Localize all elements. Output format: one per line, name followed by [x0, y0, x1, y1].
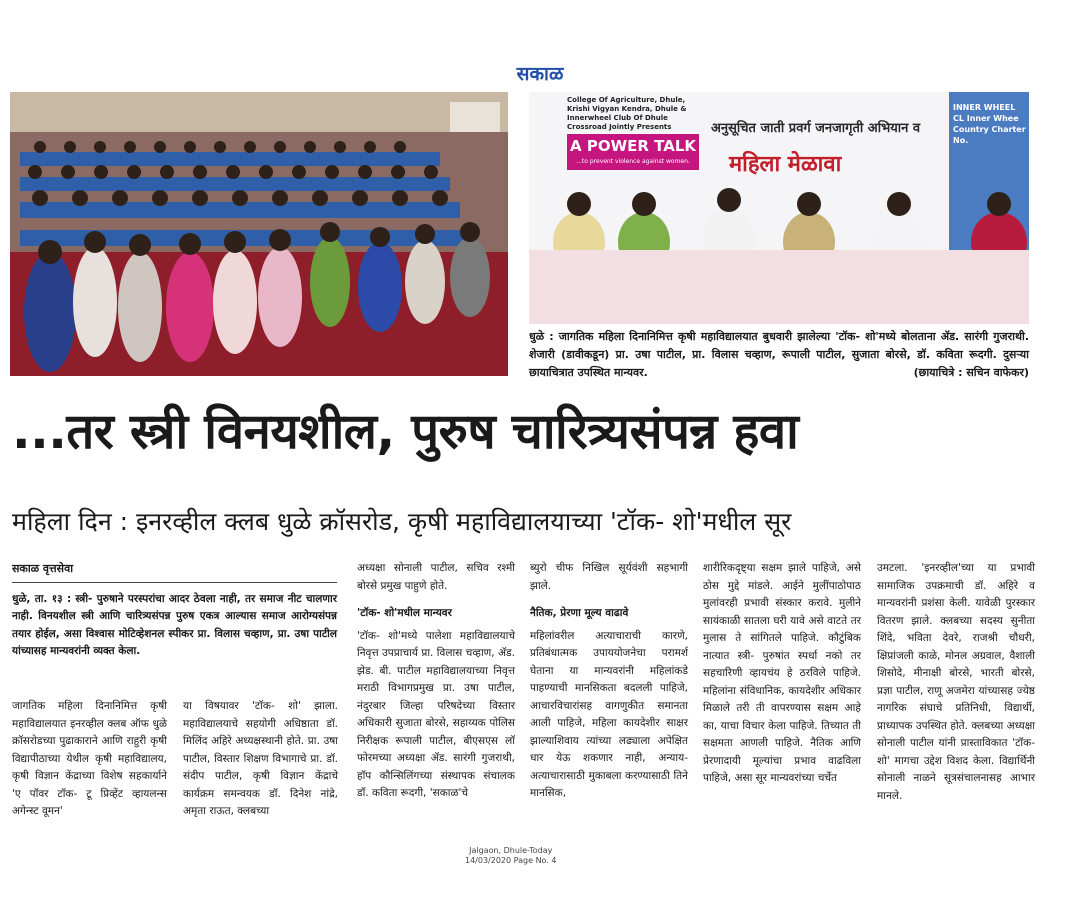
article-column-1 — [12, 560, 337, 675]
paragraph: महिलांवरील अत्याचाराची कारणे, प्रतिबंधात्मक उपाययोजनेचा परामर्श घेताना या मान्यवरांनी महिलांकडे पाहण्याची मानसिकता बदलली पाहिजे, आचारविचारांसह वागणुकीत समानता आली पाहिजे, महिला कायदेशीर साक्षर झाल्याशिवाय त्यांच्या लढ्याला अपेक्षित धार येऊ शकणार नाही, अन्याय- अत्याचारासाठी मुकाबला करण्यासाठी तिने मानसिक, — [530, 629, 688, 799]
power-talk-banner — [567, 134, 699, 170]
section-heading: नैतिक, प्रेरणा मूल्य वाढावे — [530, 607, 629, 619]
lead-paragraph: धुळे, ता. १३ : स्त्री- पुरुषाने परस्परांचा आदर ठेवला नाही, तर समाज नीट चालणार नाही. विनयशील स्त्री आणि चारित्र्यसंपन्न पुरुष एकत्र आल्यास समाज आरोग्यसंपन्न तयार होईल, असा विश्वास मोटिव्हेशनल स्पीकर प्रा. विलास चव्हाण, प्रा. उषा पाटील यांच्यासह मान्यवरांनी व्यक्त केला. — [12, 592, 337, 657]
article-column-1b — [12, 698, 167, 826]
paragraph: उमटला. 'इनरव्हील'च्या या प्रभावी सामाजिक उपक्रमाची डॉ. अहिरे व मान्यवरांनी प्रशंसा केली. यावेळी पुरस्कार वितरण झाले. क्लबच्या सदस्य सुनीता शिंदे, भविता देवरे, राजश्री चौधरी, क्षिप्रांजली काळे, मोनल अग्रवाल, वैशाली शिसोदे, मीनाक्षी बोरसे, भारती बोरसे, प्रज्ञा पाटील, राणू अजमेरा यांच्यासह ज्येष्ठ नागरिक संघाचे प्रतिनिधी, विद्यार्थी, प्राध्यापक उपस्थित होते. क्लबच्या अध्यक्षा सोनाली पाटील यांनी प्रास्ताविकात 'टॉक- शो' मागचा उद्देश विशद केला. विद्यार्थिनी सोनाली नाळने सूत्रसंचालनासह आभार मानले. — [877, 562, 1035, 802]
banner-title-line1: अनुसूचित जाती प्रवर्ग जनजागृती अभियान व — [711, 121, 921, 136]
paragraph: 'टॉक- शो'मध्ये पालेशा महाविद्यालयाचे निवृत्त उपप्राचार्य प्रा. विलास चव्हाण, ॲड. झेड. बी. पाटील महाविद्यालयाच्या निवृत्त मराठी विभागप्रमुख प्रा. उषा पाटील, नंदुरबार जिल्हा परिषदेच्या विस्तार अधिकारी सुजाता बोरसे, सहाय्यक पोलिस निरीक्षक रूपाली पाटील, बीएसएस लॉ फोरमच्या अध्यक्षा ॲड. सारंगी गुजराथी, हॉप कौन्सिलिंगच्या संस्थापक संचालक डॉ. कविता रूदगी, 'सकाळ'चे — [357, 629, 515, 799]
footer-date-page: 14/03/2020 Page No. 4 — [465, 856, 557, 865]
paragraph: अध्यक्षा सोनाली पाटील, सचिव रश्मी बोरसे प्रमुख पाहुणे होते. — [357, 562, 515, 592]
banner-title-line2: महिला मेळावा — [729, 152, 842, 177]
byline: सकाळ वृत्तसेवा — [12, 560, 337, 583]
photo-caption — [529, 328, 1029, 382]
article-column-3 — [357, 560, 515, 808]
newspaper-masthead: सकाळ — [516, 63, 564, 85]
paragraph: ब्युरो चीफ निखिल सूर्यवंशी सहभागी झाले. — [530, 562, 688, 592]
photo-credit: (छायाचित्रे : सचिन वाफेकर) — [913, 366, 1029, 379]
inner-wheel-panel-text: INNER WHEEL CL Inner Whee Country Charter No. — [953, 103, 1026, 145]
article-column-6 — [877, 560, 1035, 810]
paragraph: जागतिक महिला दिनानिमित्त कृषी महाविद्यालयात इनरव्हील क्लब ऑफ धुळे क्रॉसरोडच्या पुढाकाराने आणि राहुरी कृषी विद्यापीठाच्या येथील कृषी महाविद्यालय, कृषी विज्ञान केंद्राच्या विशेष सहकार्याने 'ए पॉवर टॉक- टू प्रिव्हेंट व्हायलन्स अगेन्स्ट वूमन' — [12, 700, 167, 817]
caption-text: धुळे : जागतिक महिला दिनानिमित्त कृषी महाविद्यालयात बुधवारी झालेल्या 'टॉक- शो'मध्ये बोलताना ॲड. सारंगी गुजराथी. शेजारी (डावीकडून) प्रा. उषा पाटील, प्रा. विलास चव्हाण, रूपाली पाटील, सुजाता बोरसे, डॉ. कविता रूदगी. दुसऱ्या छायाचित्रात उपस्थित मान्यवर. — [529, 330, 1029, 379]
article-column-4 — [530, 560, 688, 808]
section-heading: 'टॉक- शो'मधील मान्यवर — [357, 607, 452, 619]
banner-institution-text: College Of Agriculture, Dhule, Krishi Vigyan Kendra, Dhule & Innerwheel Club Of Dhule Crossroad Jointly Presents — [567, 96, 687, 131]
power-talk-subtitle: ...to prevent violence against women. — [576, 158, 690, 165]
power-talk-title: A POWER TALK — [570, 137, 696, 155]
paragraph: शारीरिकदृष्ट्या सक्षम झाले पाहिजे, असे ठोस मुद्दे मांडले. आईने मुलींपाठोपाठ मुलांवरही प्रभावी संस्कार करावे. मुलीने सायंकाळी सातला घरी यावे असे वाटते तर मुलास ते सांगितले पाहिजे. कौटुंबिक नात्यात स्त्री- पुरुषांत स्पर्धा नको तर सहचारिणी व्हायचंय हे ठरविले पाहिजे. महिलांना संविधानिक, कायदेशीर अधिकार मिळाले तरी ती वापरण्यास सक्षम आहे का, याचा विचार केला पाहिजे. तिच्यात ती सक्षमता आणली पाहिजे. नैतिक आणि प्रेरणादायी मूल्यांचा प्रभाव वाढविला पाहिजे, असा सूर मान्यवरांच्या चर्चेत — [703, 562, 861, 784]
headline: ...तर स्त्री विनयशील, पुरुष चारित्र्यसंपन्न हवा — [12, 403, 799, 460]
paragraph: या विषयावर 'टॉक- शो' झाला. महाविद्यालयाचे सहयोगी अधिष्ठाता डॉ. मिलिंद अहिरे अध्यक्षस्थानी होते. प्रा. उषा पाटील, विस्तार शिक्षण विभागाचे प्रा. डॉ. संदीप पाटील, कृषी विज्ञान केंद्राचे कार्यक्रम समन्वयक डॉ. दिनेश नांद्रे, अमृता राऊत, क्लबच्या — [183, 700, 338, 817]
audience-photo — [10, 92, 508, 376]
article-column-5 — [703, 560, 861, 793]
audience-illustration — [10, 92, 508, 376]
page-footer — [465, 846, 556, 866]
stage-photo — [529, 92, 1029, 324]
subheadline: महिला दिन : इनरव्हील क्लब धुळे क्रॉसरोड, कृषी महाविद्यालयाच्या 'टॉक- शो'मधील सूर — [12, 507, 792, 536]
article-column-2 — [183, 698, 338, 826]
stage-table — [529, 250, 1029, 324]
footer-edition: Jalgaon, Dhule-Today — [469, 846, 553, 855]
